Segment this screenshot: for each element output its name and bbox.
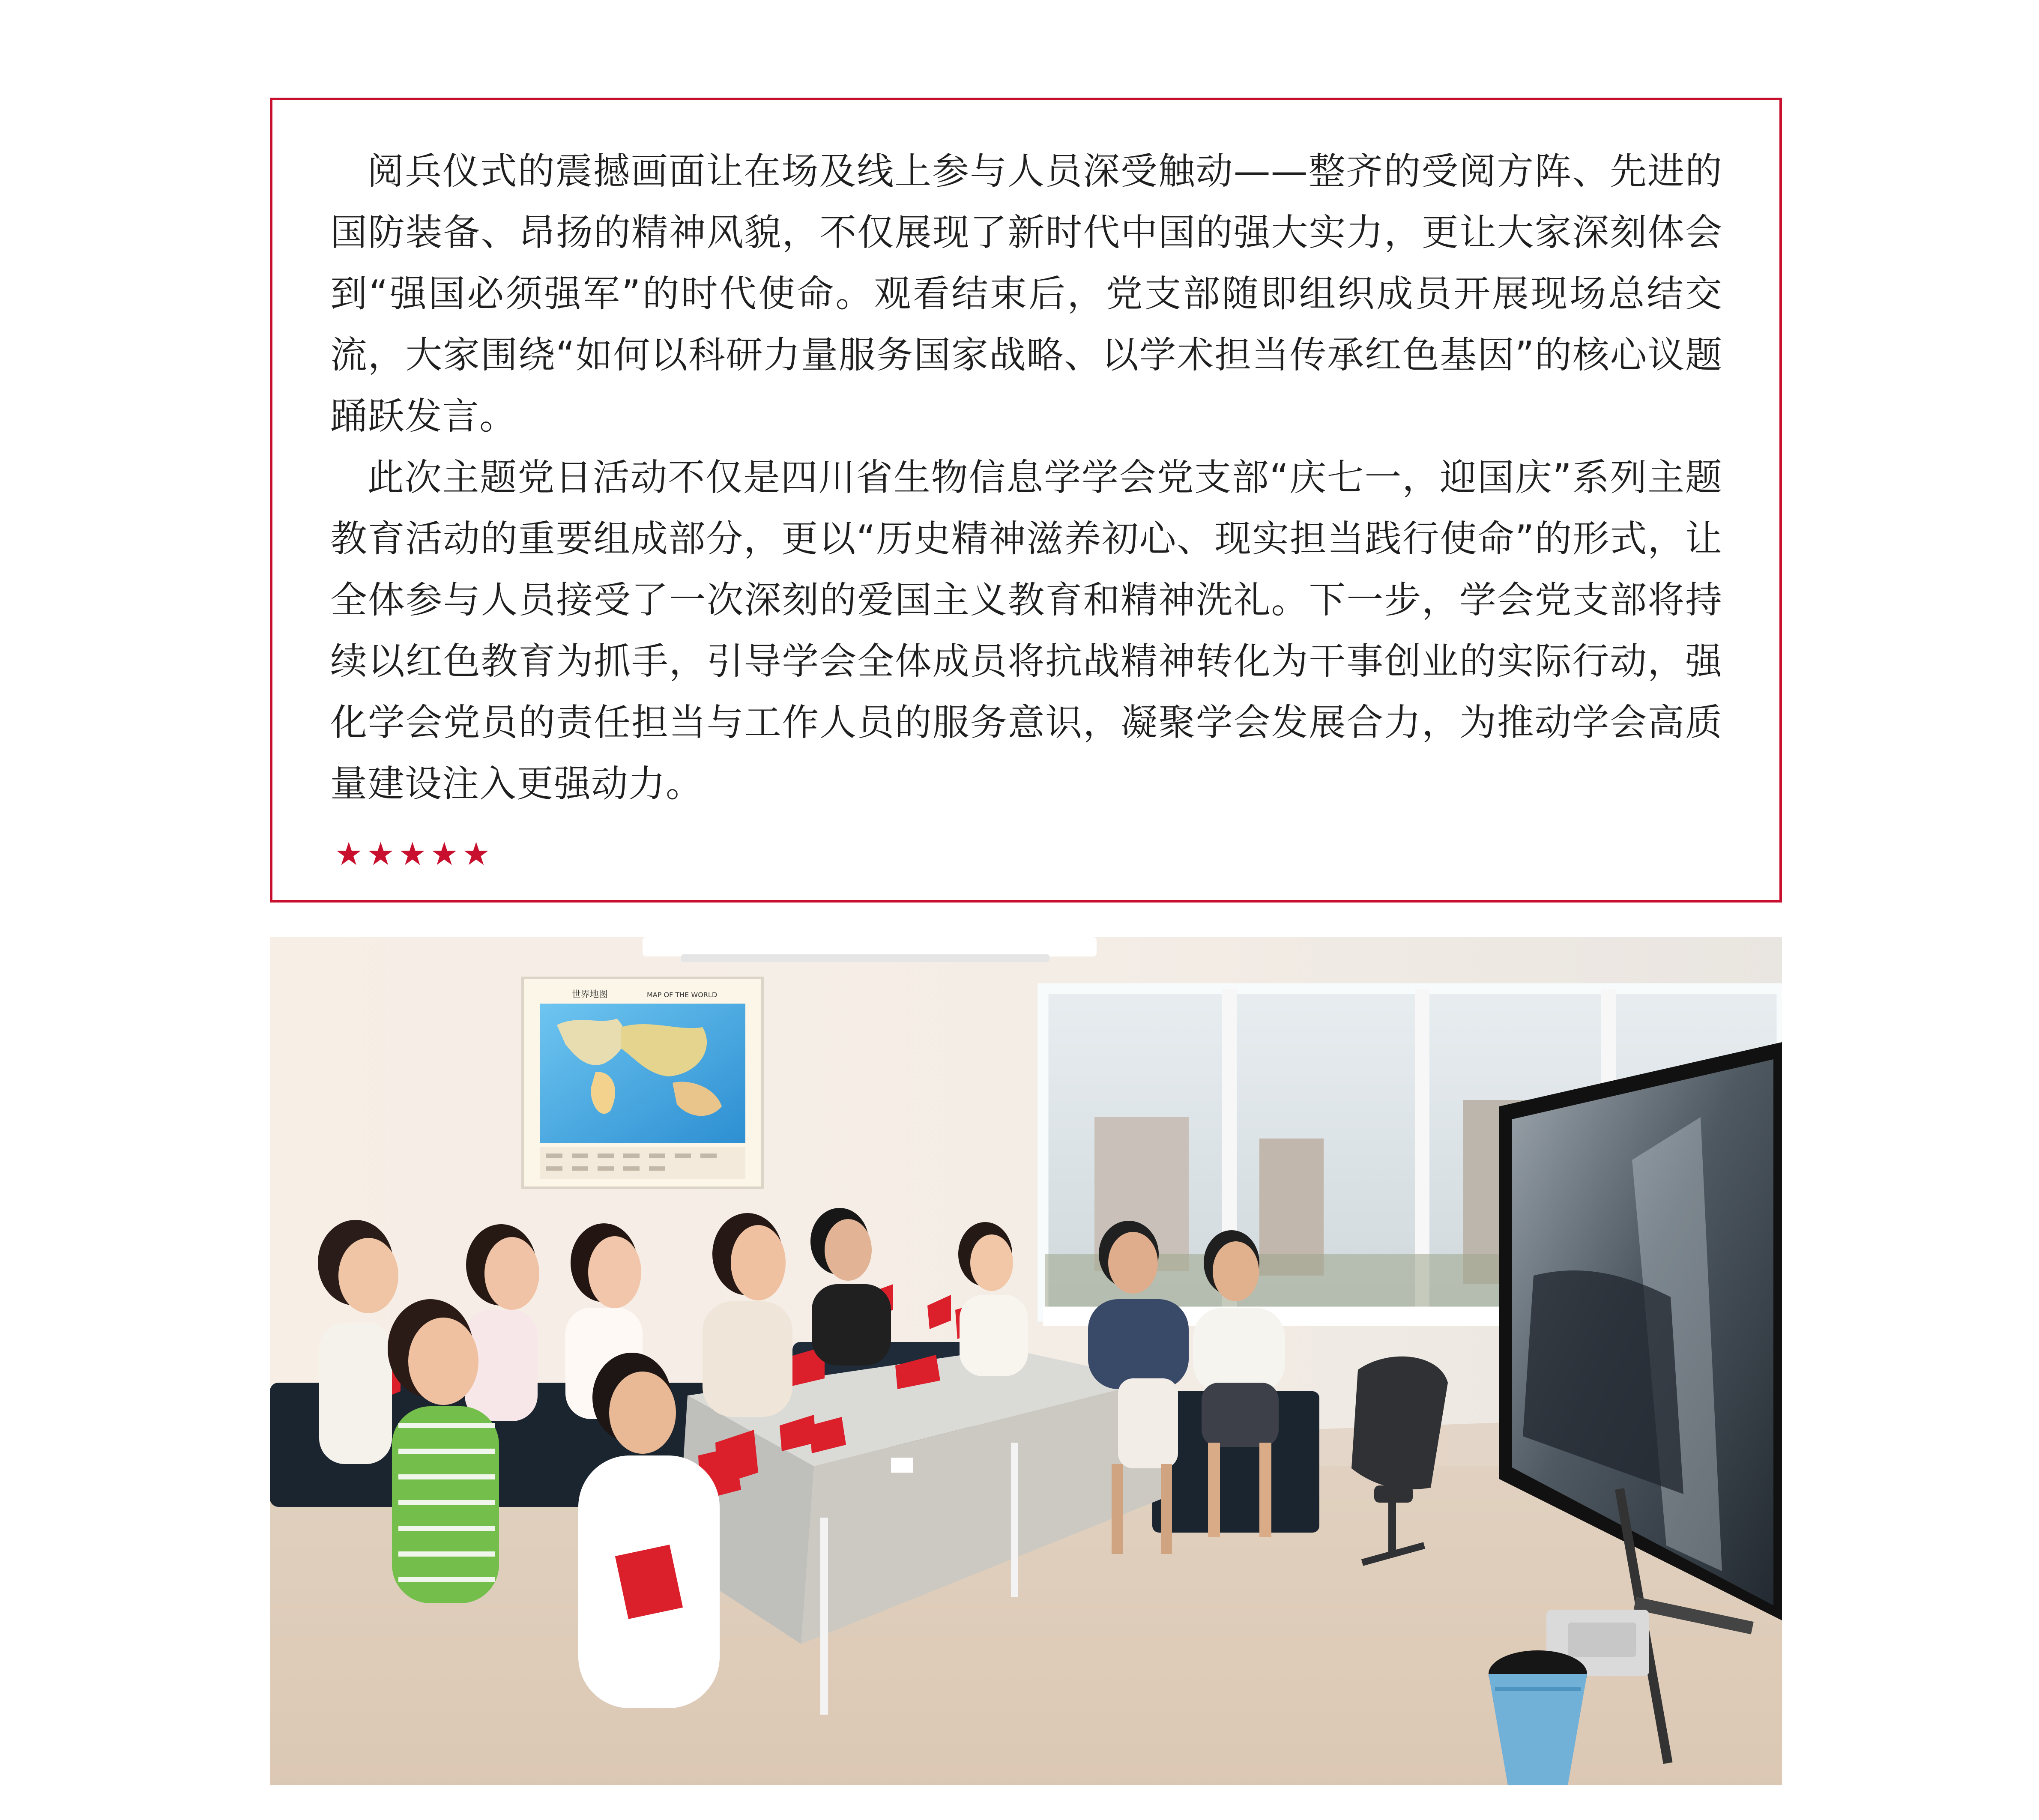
article-card [270, 98, 1782, 903]
map-title: 世界地图 [572, 989, 608, 999]
event-photo [270, 937, 1782, 1785]
paragraph-2: 此次主题党日活动不仅是四川省生物信息学学会党支部“庆七一，迎国庆”系列主题教育活动的重要组成部分，更以“历史精神滋养初心、现实担当践行使命”的形式，让全体参与人员接受了一次深刻的爱国主义教育和精神洗礼。下一步，学会党支部将持续以红色教育为抓手，引导学会全体成员将抗战精神转化为干事创业的实际行动，强化学会党员的责任担当与工作人员的服务意识，凝聚学会发展合力，为推动学会高质量建设注入更强动力。 [330, 456, 1722, 805]
participant-2 [465, 1224, 539, 1421]
meeting-room-illustration [270, 937, 1782, 1785]
map-subtitle: MAP OF THE WORLD [647, 991, 718, 999]
world-map-poster [523, 978, 762, 1188]
ceiling-ac-unit [643, 937, 1097, 962]
paragraph-1: 阅兵仪式的震撼画面让在场及线上参与人员深受触动——整齐的受阅方阵、先进的国防装备、昂扬的精神风貌，不仅展现了新时代中国的强大实力，更让大家深刻体会到“强国必须强军”的时代使命。观看结束后，党支部随即组织成员开展现场总结交流，大家围绕“如何以科研力量服务国家战略、以学术担当传承红色基因”的核心议题踊跃发言。 [330, 150, 1722, 438]
participant-1 [318, 1220, 398, 1464]
star-rating: ★★★★★ [335, 836, 494, 873]
participant-4 [703, 1213, 792, 1417]
article-body [330, 141, 1722, 815]
